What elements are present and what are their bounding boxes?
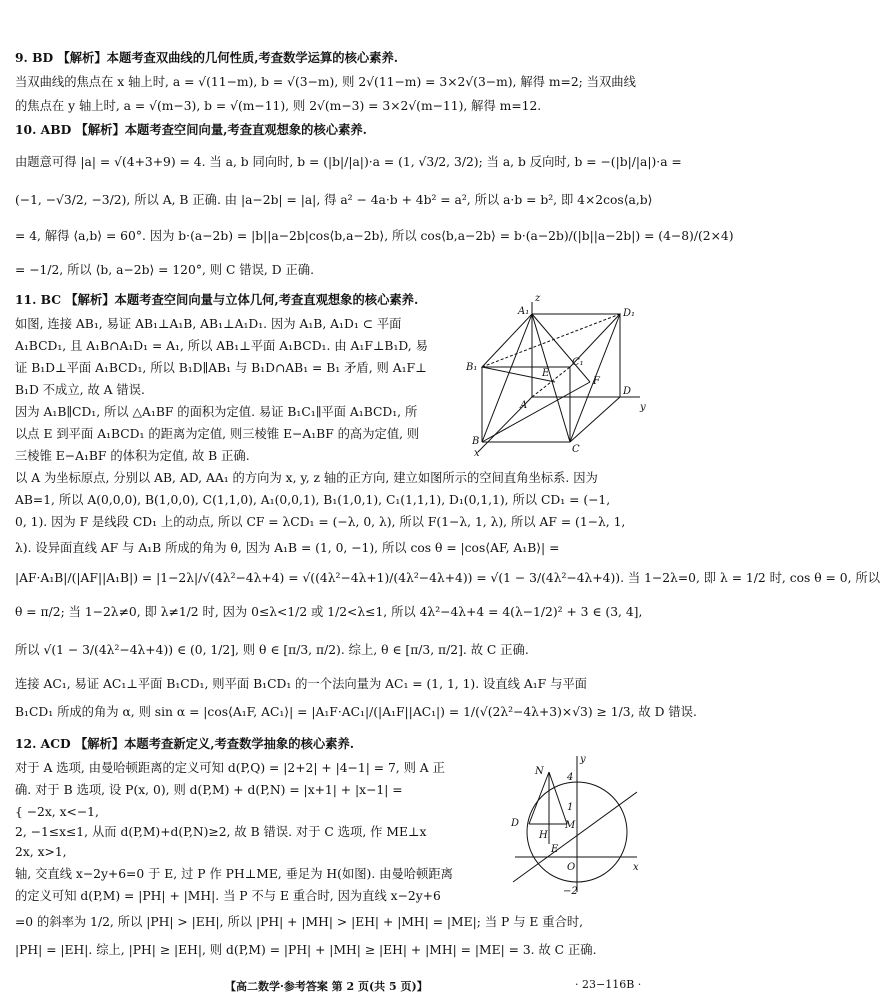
q12-line3: 轴, 交直线 x−2y+6=0 于 E, 过 P 作 PH⊥ME, 垂足为 H(如图). 由曼哈顿距离	[15, 867, 453, 881]
q11-line6: 以点 E 到平面 A₁BCD₁ 的距离为定值, 则三棱锥 E−A₁BF 的高为定值, 则	[15, 427, 420, 441]
footer-code: · 23−116B ·	[575, 978, 642, 991]
fig1-label: B	[472, 436, 480, 447]
fig2-label: D	[511, 818, 520, 829]
q11-line5: 因为 A₁B∥CD₁, 所以 △A₁BF 的面积为定值. 易证 B₁C₁∥平面 A₁BCD₁, 所	[15, 405, 418, 419]
q11-line15: 连接 AC₁, 易证 AC₁⊥平面 B₁CD₁, 则平面 B₁CD₁ 的一个法向量为 AC₁ = (1, 1, 1). 设直线 A₁F 与平面	[15, 677, 587, 691]
footer-page-info: 【高二数学·参考答案 第 2 页(共 5 页)】	[225, 980, 428, 993]
q12-line4: 的定义可知 d(P,M) = |PH| + |MH|. 当 P 不与 E 重合时, 因为直线 x−2y+6	[15, 889, 441, 903]
fig2-label: M	[565, 820, 576, 831]
fig2-label: x	[633, 862, 639, 873]
q10-heading: 10. ABD 【解析】本题考查空间向量,考查直观想象的核心素养.	[15, 122, 367, 137]
fig1-label: x	[474, 448, 480, 459]
q12-line5: =0 的斜率为 1/2, 所以 |PH| > |EH|, 所以 |PH| + |MH| > |EH| + |MH| = |ME|; 当 P 与 E 重合时,	[15, 915, 584, 929]
q12-line2: 确. 对于 B 选项, 设 P(x, 0), 则 d(P,M) + d(P,N) = |x+1| + |x−1| =	[15, 783, 403, 797]
fig1-label: C₁	[572, 357, 584, 368]
q12-case2: 2, −1≤x≤1, 从而 d(P,M)+d(P,N)≥2, 故 B 错误. 对于 C 选项, 作 ME⊥x	[15, 825, 427, 839]
fig1-label: D₁	[623, 308, 636, 319]
fig2-label: 4	[567, 772, 574, 783]
cube-figure	[460, 292, 650, 457]
fig1-label: A₁	[518, 306, 530, 317]
fig2-label: E	[551, 844, 559, 855]
q11-heading: 11. BC 【解析】本题考查空间向量与立体几何,考查直观想象的核心素养.	[15, 292, 419, 307]
fig1-label: F	[593, 376, 600, 387]
q11-line8: 以 A 为坐标原点, 分别以 AB, AD, AA₁ 的方向为 x, y, z 轴的正方向, 建立如图所示的空间直角坐标系. 因为	[15, 471, 598, 485]
q11-line13: θ = π/2; 当 1−2λ≠0, 即 λ≠1/2 时, 因为 0≤λ<1/2 或 1/2<λ≤1, 所以 4λ²−4λ+4 = 4(λ−1/2)² + 3 ∈ (3, 4],	[15, 605, 643, 619]
q11-line10: 0, 1). 因为 F 是线段 CD₁ 上的动点, 所以 CF = λCD₁ = (−λ, 0, λ), 所以 F(1−λ, 1, λ), 所以 AF = (1−λ, 1,	[15, 515, 626, 529]
fig2-label: N	[535, 766, 544, 777]
fig2-label: −2	[563, 886, 578, 897]
fig1-label: E	[542, 368, 550, 379]
q9-line1: 当双曲线的焦点在 x 轴上时, a = √(11−m), b = √(3−m), 则 2√(11−m) = 3×2√(3−m), 解得 m=2; 当双曲线	[15, 75, 636, 89]
fig1-label: A	[520, 400, 528, 411]
q11-line4: B₁D 不成立, 故 A 错误.	[15, 383, 145, 397]
q12-case3: 2x, x>1,	[15, 845, 67, 859]
q12-line1: 对于 A 选项, 由曼哈顿距离的定义可知 d(P,Q) = |2+2| + |4−1| = 7, 则 A 正	[15, 761, 445, 775]
manhattan-figure	[505, 752, 645, 897]
q10-line2: (−1, −√3/2, −3/2), 所以 A, B 正确. 由 |a−2b| = |a|, 得 a² − 4a·b + 4b² = a², 所以 a·b = b², 即 4×2cos⟨a,b⟩	[15, 193, 653, 207]
q11-line3: 证 B₁D⊥平面 A₁BCD₁, 所以 B₁D∥AB₁ 与 B₁D∩AB₁ = B₁ 矛盾, 则 A₁F⊥	[15, 361, 427, 375]
q9-line2: 的焦点在 y 轴上时, a = √(m−3), b = √(m−11), 则 2√(m−3) = 3×2√(m−11), 解得 m=12.	[15, 99, 542, 113]
fig2-label: 1	[567, 802, 574, 813]
q10-line4: = −1/2, 所以 ⟨b, a−2b⟩ = 120°, 则 C 错误, D 正确.	[15, 263, 315, 277]
fig2-label: O	[567, 862, 576, 873]
fig1-label: C	[572, 444, 580, 455]
fig1-label: D	[623, 386, 632, 397]
q10-line3: = 4, 解得 ⟨a,b⟩ = 60°. 因为 b·(a−2b) = |b||a−2b|cos⟨b,a−2b⟩, 所以 cos⟨b,a−2b⟩ = b·(a−2b)/(|b||a−2b|) = (4−8)/(2×4)	[15, 229, 734, 243]
fig2-label: y	[580, 754, 586, 765]
fig1-label: z	[535, 293, 541, 304]
q11-line12: |AF·A₁B|/(|AF||A₁B|) = |1−2λ|/√(4λ²−4λ+4) = √((4λ²−4λ+1)/(4λ²−4λ+4)) = √(1 − 3/(4λ²−4λ+4)). 当 1−2λ=0, 即 λ = 1/2 时, cos θ = 0, 所以	[15, 571, 880, 585]
fig2-label: H	[539, 830, 548, 841]
q12-case1: { −2x, x<−1,	[15, 805, 99, 819]
q12-heading: 12. ACD 【解析】本题考查新定义,考查数学抽象的核心素养.	[15, 736, 355, 751]
q11-line2: A₁BCD₁, 且 A₁B∩A₁D₁ = A₁, 所以 AB₁⊥平面 A₁BCD₁. 由 A₁F⊥B₁D, 易	[15, 339, 428, 353]
q11-line7: 三棱锥 E−A₁BF 的体积为定值, 故 B 正确.	[15, 449, 250, 463]
q10-line1: 由题意可得 |a| = √(4+3+9) = 4. 当 a, b 同向时, b = (|b|/|a|)·a = (1, √3/2, 3/2); 当 a, b 反向时, b = −(|b|/|a|)·a =	[15, 155, 682, 169]
q11-line14: 所以 √(1 − 3/(4λ²−4λ+4)) ∈ (0, 1/2], 则 θ ∈ [π/3, π/2). 综上, θ ∈ [π/3, π/2]. 故 C 正确.	[15, 643, 529, 657]
q11-line1: 如图, 连接 AB₁, 易证 AB₁⊥A₁B, AB₁⊥A₁D₁. 因为 A₁B, A₁D₁ ⊂ 平面	[15, 317, 402, 331]
q11-line16: B₁CD₁ 所成的角为 α, 则 sin α = |cos⟨A₁F, AC₁⟩| = |A₁F·AC₁|/(|A₁F||AC₁|) = 1/(√(2λ²−4λ+3)×√3) ≥ 1/3, 故 D 错误.	[15, 705, 697, 719]
q11-line11: λ). 设异面直线 AF 与 A₁B 所成的角为 θ, 因为 A₁B = (1, 0, −1), 所以 cos θ = |cos⟨AF, A₁B⟩| =	[15, 541, 560, 555]
q12-line6: |PH| = |EH|. 综上, |PH| ≥ |EH|, 则 d(P,M) = |PH| + |MH| ≥ |EH| + |MH| = |ME| = 3. 故 C 正确.	[15, 943, 597, 957]
fig1-label: B₁	[466, 362, 478, 373]
q11-line9: AB=1, 所以 A(0,0,0), B(1,0,0), C(1,1,0), A₁(0,0,1), B₁(1,0,1), C₁(1,1,1), D₁(0,1,1), 所以 CD₁ = (−1,	[15, 493, 611, 507]
q9-heading: 9. BD 【解析】本题考查双曲线的几何性质,考查数学运算的核心素养.	[15, 50, 399, 65]
fig1-label: y	[640, 402, 646, 413]
